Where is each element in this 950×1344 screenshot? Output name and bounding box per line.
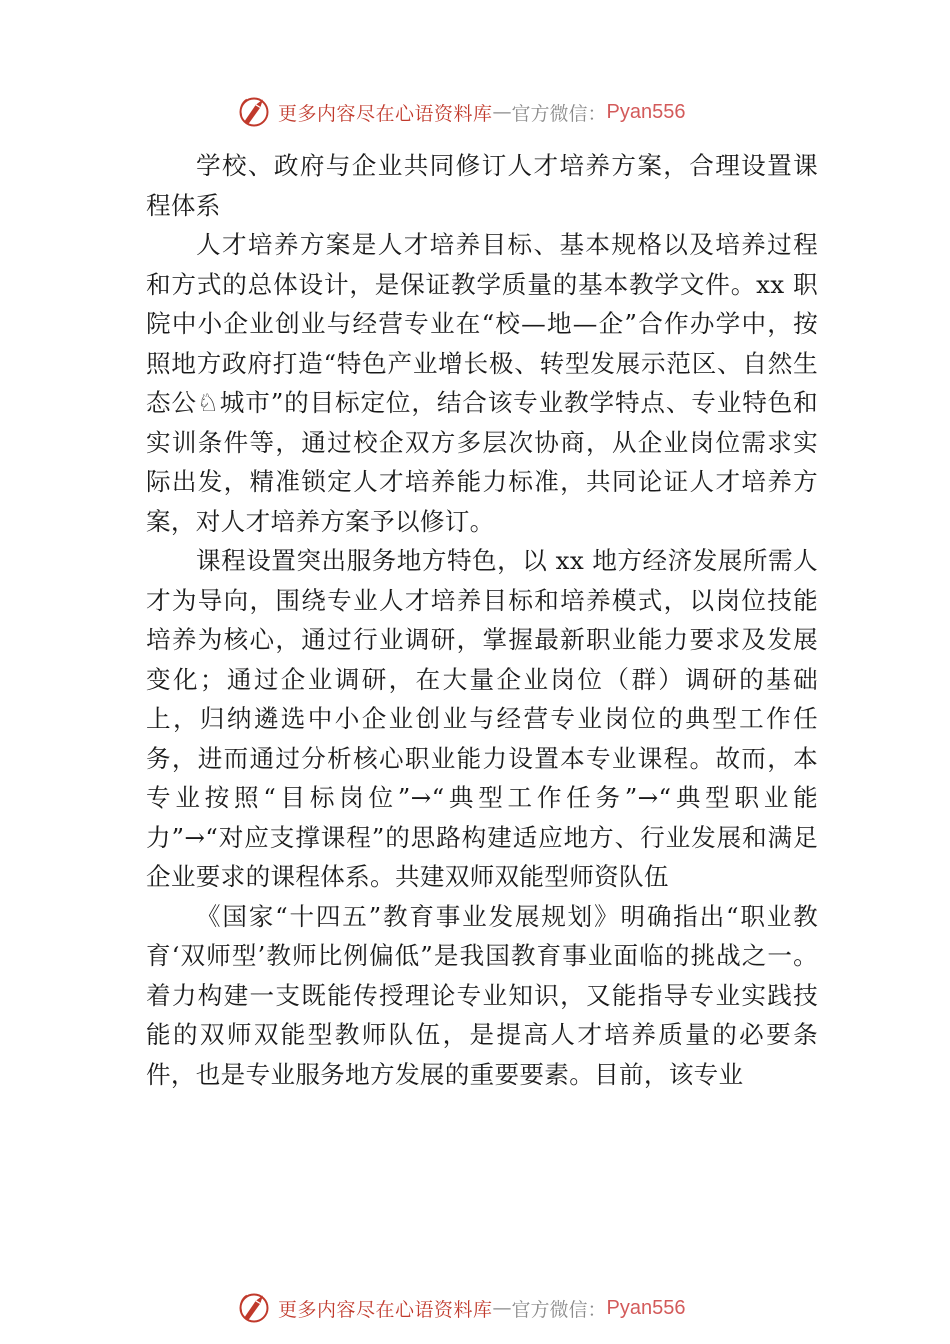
footer-banner [236,1288,736,1328]
header-wechat-id: Pyan556 [606,100,686,123]
paragraph-curriculum: 课程设置突出服务地方特色，以 xx 地方经济发展所需人才为导向，围绕专业人才培养目标和培养模式，以岗位技能培养为核心，通过行业调研，掌握最新职业能力要求及发展变化；通过企业调研，在大量企业岗位（群）调研的基础上，归纳遴选中小企业创业与经营专业岗位的典型工作任务，进而通过分析核心职业能力设置本专业课程。故而，本专业按照“目标岗位”→“典型工作任务”→“典型职业能力”→“对应支撑课程”的思路构建适应地方、行业发展和满足企业要求的课程体系。共建双师双能型师资队伍 [146,546,818,891]
header-site-text: 更多内容尽在心语资料库 [278,102,493,125]
pen-logo-icon [236,94,272,130]
footer-site-text: 更多内容尽在心语资料库 [278,1298,493,1321]
paragraph-heading-training-plan: 学校、政府与企业共同修订人才培养方案，合理设置课程体系 [146,151,818,220]
footer-separator: — [492,1297,512,1319]
footer-wechat-id: Pyan556 [606,1296,686,1319]
header-wechat-label: 官方微信： [511,102,607,125]
paragraph-double-qualified-teachers: 《国家“十四五”教育事业发展规划》明确指出“职业教育‘双师型’教师比例偏低”是我国教育事业面临的挑战之一。着力构建一支既能传授理论专业知识，又能指导专业实践技能的双师双能型教师队伍，是提高人才培养质量的必要条件，也是专业服务地方发展的重要要素。目前，该专业 [146,901,818,1089]
footer-wechat-label: 官方微信： [511,1298,607,1321]
header-separator: — [492,101,512,123]
pen-logo-icon [236,1290,272,1326]
header-banner [236,92,736,132]
paragraph-training-plan: 人才培养方案是人才培养目标、基本规格以及培养过程和方式的总体设计，是保证教学质量的基本教学文件。xx 职院中小企业创业与经营专业在“校—地—企”合作办学中，按照地方政府打造“特色产业增长极、转型发展示范区、自然生态公♘城市”的目标定位，结合该专业教学特点、专业特色和实训条件等，通过校企双方多层次协商，从企业岗位需求实际出发，精准锁定人才培养能力标准，共同论证人才培养方案，对人才培养方案予以修订。 [146,230,818,536]
document-body [146,146,818,1094]
